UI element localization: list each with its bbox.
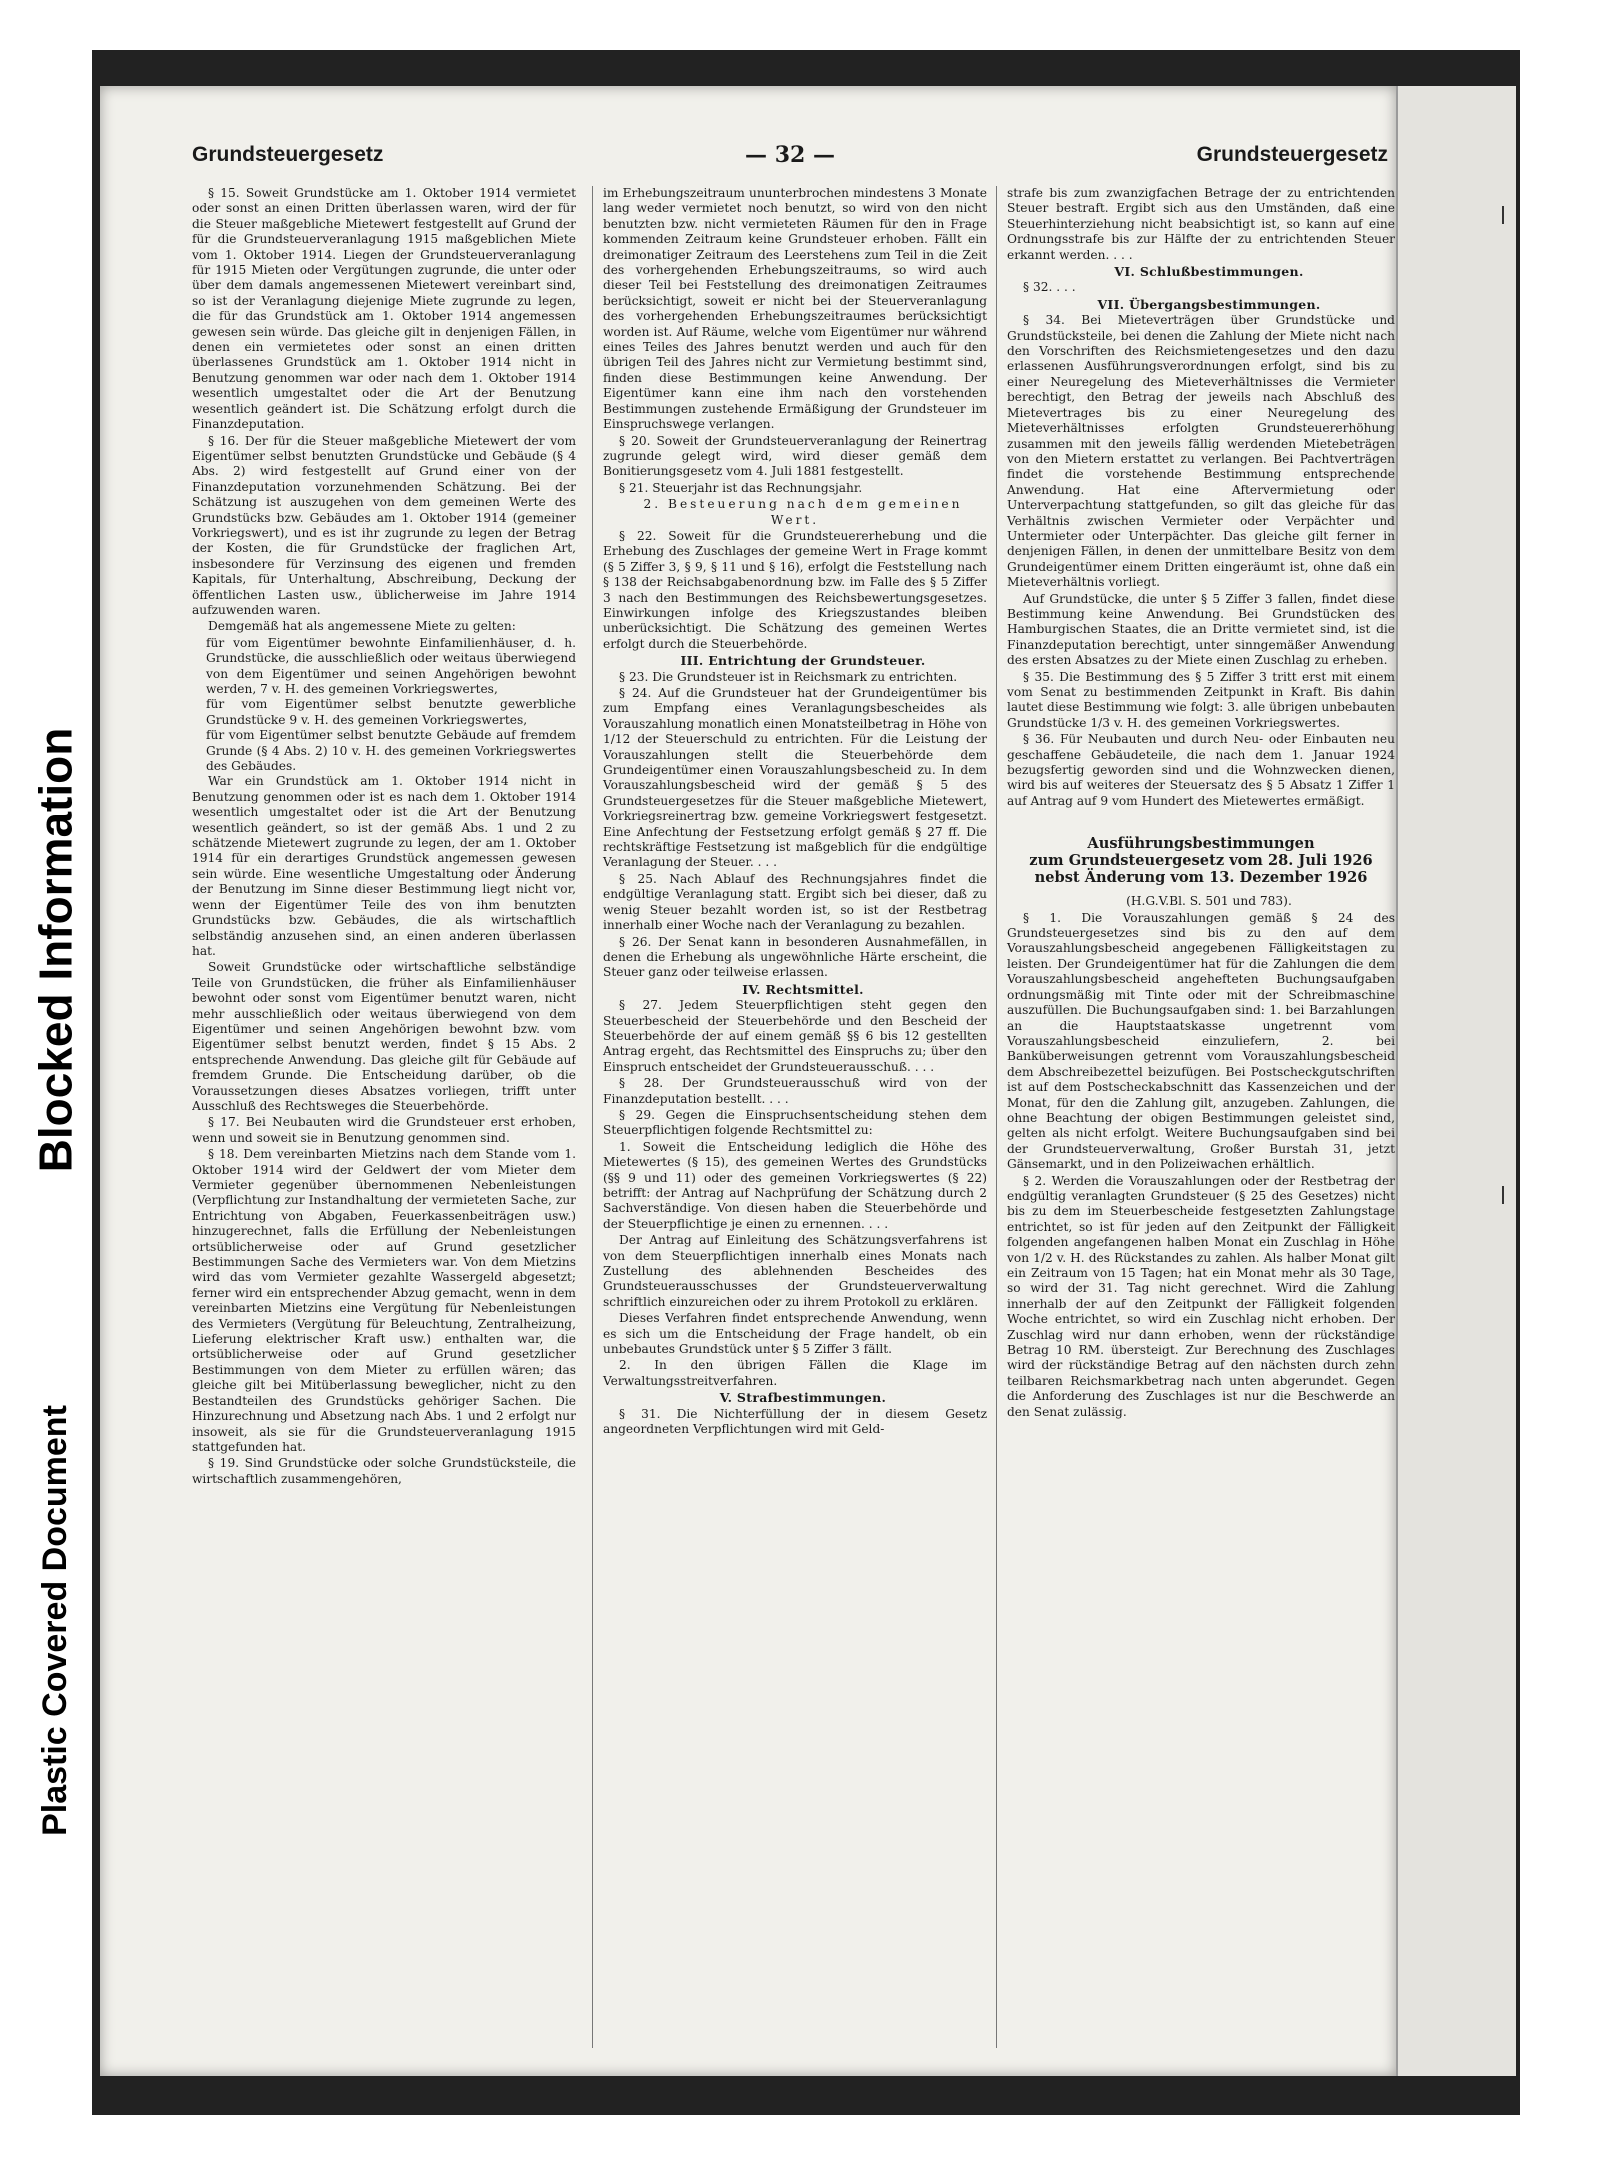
subsection-heading: 2. Besteuerung nach dem gemeinen Wert. [643, 497, 963, 527]
paragraph-15: § 15. Soweit Grundstücke am 1. Oktober 1914 vermietet oder sonst an einen Dritten überlassen waren, wird der für die Steuer maßgebliche Mietewert festgestellt auf Grund der für die Grundsteuerveranlagung 1915 maßgeblichen Miete vom 1. Oktober 1914. Liegen der Grundsteuerveranlagung für 1915 Mieten oder Vergütungen zugrunde, die unter oder über dem damals angemessenen Mietewert vereinbart sind, so ist der Veranlagung diejenige Miete zugrunde zu legen, die für das Grundstück am 1. Oktober 1914 angemessen gewesen sein würde. Das gleiche gilt in denjenigen Fällen, in denen ein vermietetes oder sonst an einen dritten überlassenes Grundstück am 1. Oktober 1914 nicht in Benutzung genommen war oder nach dem 1. Oktober 1914 wesentlich umgestaltet oder die Art der Benutzung wesentlich geändert ist. Die Schätzung erfolgt durch die Finanzdeputation. [192, 186, 576, 432]
paragraph-18: § 18. Dem vereinbarten Mietzins nach dem Stande vom 1. Oktober 1914 wird der Geldwert der vom Mieter dem Vermieter gegenüber übernommenen Nebenleistungen (Verpflichtung zur Instandhaltung der vermieteten Sache, zur Entrichtung von Abgaben, Feuerkassenbeiträgen usw.) hinzugerechnet, falls die Erfüllung der Nebenleistungen ortsüblicherweise oder auf Grund gesetzlicher Bestimmungen Sache des Vermieters war. Von dem Mietzins wird das vom Vermieter gezahlte Wassergeld abgesetzt; ferner wird ein entsprechender Abzug gemacht, wenn in dem vereinbarten Mietzins eine Vergütung für Nebenleistungen des Vermieters (Vergütung für Beleuchtung, Zentralheizung, Lieferung elektrischer Kraft usw.) enthalten war, die ortsüblicherweise oder auf Grund gesetzlicher Bestimmungen von dem Mieter zu erfüllen wären; das gleiche gilt bei Mitüberlassung beweglicher, nicht zu den Bestandteilen des Grundstücks gehöriger Sachen. Die Hinzurechnung und Absetzung nach Abs. 1 und 2 erfolgt nur insoweit, als sie für die Grundsteuerveranlagung 1915 stattgefunden hat. [192, 1147, 576, 1454]
regulation-paragraph-1: § 1. Die Vorauszahlungen gemäß § 24 des Grundsteuergesetzes sind bis zu den auf dem Vorauszahlungsbescheid angegebenen Fälligkeitstagen zu leisten. Der Grundeigentümer hat für die Zahlungen die dem Vorauszahlungsbescheid angehefteten Buchungsaufgaben ordnungsmäßig mit Tinte oder mit der Schreibmaschine auszufüllen. Die Buchungsaufgaben sind: 1. bei Barzahlungen an die Hauptstaatskasse ungetrennt vom Vorauszahlungsbescheid einzuliefern, 2. bei Banküberweisungen getrennt vom Vorauszahlungsbescheid dem Abschreibezettel beizufügen. Bei Postscheckgutschriften ist auf dem Postscheckabschnitt das Kassenzeichen und der Monat, für den die Zahlung gilt, anzugeben. Zahlungen, die ohne Beachtung der obigen Bestimmungen geleistet sind, gelten als nicht erfolgt. Weitere Buchungsaufgaben sind bei der Grundsteuerverwaltung, Großer Burstah 31, jetzt Gänsemarkt, und in den Polizeiwachen erhältlich. [1007, 910, 1395, 1172]
paragraph: War ein Grundstück am 1. Oktober 1914 nicht in Benutzung genommen oder ist es nach dem 1. Oktober 1914 wesentlich umgestaltet oder ist die Art der Benutzung wesentlich geändert, so ist der gemäß Abs. 1 und 2 zu schätzende Mietewert zugrunde zu legen, der am 1. Oktober 1914 für ein derartiges Grundstück angemessen gewesen sein würde. Eine wesentliche Umgestaltung oder Änderung der Benutzung im Sinne dieser Bestimmung liegt nicht vor, wenn der Eigentümer Teile des von ihm benutzten Grundstücks bzw. Gebäudes, die als wirtschaftlich selbständig anzusehen sind, an einen anderen überlassen hat. [192, 774, 576, 958]
list-item: für vom Eigentümer selbst benutzte gewerbliche Grundstücke 9 v. H. des gemeinen Vorkriegswertes, [206, 697, 576, 727]
document-page [100, 86, 1396, 2076]
paragraph-35: § 35. Die Bestimmung des § 5 Ziffer 3 tritt erst mit einem vom Senat zu bestimmenden Zeitpunkt in Kraft. Bis dahin lautet diese Bestimmung wie folgt: 3. alle übrigen unbebauten Grundstücke 1/3 v. H. des gemeinen Vorkriegswertes. [1007, 669, 1395, 730]
list-item: für vom Eigentümer selbst benutzte Gebäude auf fremdem Grunde (§ 4 Abs. 2) 10 v. H. des gemeinen Vorkriegswertes des Gebäudes. [206, 728, 576, 774]
page-edge [1396, 86, 1516, 2076]
paragraph-16: § 16. Der für die Steuer maßgebliche Mietewert der vom Eigentümer selbst benutzten Grundstücke und Gebäude (§ 4 Abs. 2) wird festgestellt auf Grund einer von der Finanzdeputation vorzunehmenden Schätzung. Bei der Schätzung ist auszugehen von dem gemeinen Werte des Grundstücks bzw. Gebäudes am 1. Oktober 1914 (gemeiner Vorkriegswert), und es ist ihr zugrunde zu legen der Betrag der Kosten, die für Grundstücke der fraglichen Art, insbesondere für Verzinsung des eigenen und fremden Kapitals, für Unterhaltung, Abschreibung, Deckung der öffentlichen Lasten usw., üblicherweise im Jahre 1914 aufzuwenden waren. [192, 433, 576, 617]
paragraph-19: § 19. Sind Grundstücke oder solche Grundstücksteile, die wirtschaftlich zusammengehören, [192, 1456, 576, 1486]
paragraph: Der Antrag auf Einleitung des Schätzungsverfahrens ist von dem Steuerpflichtigen innerhalb eines Monats nach Zustellung des ablehnenden Bescheides des Grundsteuerausschusses der Grundsteuerverwaltung schriftlich einzureichen oder zu ihrem Protokoll zu erklären. [603, 1233, 987, 1309]
paragraph: Soweit Grundstücke oder wirtschaftliche selbständige Teile von Grundstücken, die früher als Einfamilienhäuser bewohnt oder sonst vom Eigentümer benutzt waren, nicht mehr ausschließlich oder weitaus überwiegend von dem Eigentümer und seinen Angehörigen bewohnt bzw. vom Eigentümer selbst benutzt werden, findet § 15 Abs. 2 entsprechende Anwendung. Das gleiche gilt für Gebäude auf fremdem Grunde. Die Entscheidung darüber, ob die Voraussetzungen dieses Absatzes vorliegen, trifft unter Ausschluß des Rechtsweges die Steuerbehörde. [192, 960, 576, 1113]
edge-mark [1502, 1186, 1504, 1204]
paragraph-36: § 36. Für Neubauten und durch Neu- oder Einbauten neu geschaffene Gebäudeteile, die nach dem 1. Januar 1924 bezugsfertig geworden sind und die Wohnzwecken dienen, wird bis auf weiteres der Steuersatz des § 5 Absatz 1 Ziffer 1 auf Antrag auf 9 vom Hundert des Mietewertes ermäßigt. [1007, 732, 1395, 808]
paragraph-17: § 17. Bei Neubauten wird die Grundsteuer erst erhoben, wenn und soweit sie in Benutzung genommen sind. [192, 1115, 576, 1145]
rate-list [192, 636, 576, 775]
paragraph-25: § 25. Nach Ablauf des Rechnungsjahres findet die endgültige Veranlagung statt. Ergibt sich bei dieser, daß zu wenig Steuer bezahlt worden ist, so ist der Restbetrag innerhalb einer Woche nach der Veranlagung zu bezahlen. [603, 871, 987, 933]
column-left [192, 186, 576, 2048]
paragraph: Demgemäß hat als angemessene Miete zu gelten: [208, 619, 516, 634]
blocked-information-label: Blocked Information [29, 727, 81, 1173]
plastic-covered-label: Plastic Covered Document [35, 1404, 74, 1836]
column-middle [592, 186, 987, 2048]
paragraph: Auf Grundstücke, die unter § 5 Ziffer 3 fallen, findet diese Bestimmung keine Anwendung. Bei Grundstücken des Hamburgischen Staates, die an Dritte vermietet sind, ist die Finanzdeputation berechtigt, unter sinngemäßer Anwendung des ersten Absatzes zu der Miete einen Zuschlag zu erheben. [1007, 591, 1395, 668]
paragraph-20: § 20. Soweit der Grundsteuerveranlagung der Reinertrag zugrunde gelegt wird, wird dieser gemäß dem Bonitierungsgesetz vom 4. Juli 1881 festgestellt. [603, 433, 987, 479]
paragraph: strafe bis zum zwanzigfachen Betrage der zu entrichtenden Steuer bestraft. Ergibt sich aus den Umständen, daß eine Steuerhinterziehung nicht beabsichtigt ist, so kann auf eine Ordnungsstrafe bis zur Hälfte der zu entrichtenden Steuer erkannt werden. . . . [1007, 186, 1395, 262]
paragraph-26: § 26. Der Senat kann in besonderen Ausnahmefällen, in denen die Erhebung als ungewöhnliche Härte erscheint, die Steuer ganz oder teilweise erlassen. [603, 934, 987, 980]
page-number: — 32 — [745, 142, 835, 168]
paragraph-22: § 22. Soweit für die Grundsteuererhebung und die Erhebung des Zuschlages der gemeine Wert in Frage kommt (§ 5 Ziffer 3, § 9, § 11 und § 16), erfolgt die Feststellung nach § 138 der Reichsabgabenordnung bzw. im Falle des § 5 Ziffer 3 nach den Bestimmungen des Reichsbewertungsgesetzes. Einwirkungen infolge des Kriegszustandes bleiben unberücksichtigt. Die Schätzung des gemeinen Wertes erfolgt durch die Steuerbehörde. [603, 528, 987, 651]
list-item: für vom Eigentümer bewohnte Einfamilienhäuser, d. h. Grundstücke, die ausschließlich oder weitaus überwiegend von dem Eigentümer und seinen Angehörigen bewohnt werden, 7 v. H. des gemeinen Vorkriegswertes, [206, 635, 576, 696]
column-right [996, 186, 1395, 2048]
regulations-title: Ausführungsbestimmungen zum Grundsteuergesetz vom 28. Juli 1926 nebst Änderung vom 13. Dezember 1926 [1029, 835, 1373, 887]
section-heading-vi: VI. Schlußbestimmungen. [1114, 264, 1304, 280]
paragraph-28: § 28. Der Grundsteuerausschuß wird von der Finanzdeputation bestellt. . . . [603, 1076, 987, 1106]
paragraph: 1. Soweit die Entscheidung lediglich die Höhe des Mietewertes (§ 15), des gemeinen Wertes des Grundstücks (§§ 9 und 11) oder des gemeinen Vorkriegswertes (§ 22) betrifft: der Antrag auf Nachprüfung der Schätzung durch 2 Sachverständige. Von diesen haben die Steuerbehörde und der Steuerpflichtige je einen zu ernennen. . . . [603, 1139, 987, 1231]
section-heading-vii: VII. Übergangsbestimmungen. [1097, 296, 1321, 312]
paragraph-31: § 31. Die Nichterfüllung der in diesem Gesetz angeordneten Verpflichtungen wird mit Geld- [603, 1406, 987, 1437]
paragraph-27: § 27. Jedem Steuerpflichtigen steht gegen den Steuerbescheid der Steuerbehörde und den Bescheid der Steuerbehörde der auf einem gemäß §§ 6 bis 12 gestellten Antrag ergeht, das Rechtsmittel des Einspruchs zu; über den Einspruch entscheidet der Grundsteuerausschuß. . . . [603, 998, 987, 1074]
paragraph-21: § 21. Steuerjahr ist das Rechnungsjahr. [619, 480, 863, 495]
page-header [192, 138, 1388, 172]
paragraph: 2. In den übrigen Fällen die Klage im Verwaltungsstreitverfahren. [603, 1358, 987, 1388]
paragraph-23: § 23. Die Grundsteuer ist in Reichsmark zu entrichten. [619, 669, 958, 684]
section-heading-iii: III. Entrichtung der Grundsteuer. [680, 653, 926, 669]
paragraph-24: § 24. Auf die Grundsteuer hat der Grundeigentümer bis zum Empfang eines Veranlagungsbescheides als Vorauszahlung monatlich einen Monatsteilbetrag in Höhe von 1/12 der Steuerschuld zu entrichten. Für die Leistung der Vorauszahlungen stellt die Steuerbehörde dem Grundeigentümer einen Vorauszahlungsbescheid zu. In dem Vorauszahlungsbescheid wird der gemäß § 5 des Grundsteuergesetzes für die Steuer maßgebliche Mietewert, Vorkriegsreinertrag bzw. gemeine Vorkriegswert festgesetzt. Eine Anfechtung der Festsetzung erfolgt gemäß § 27 ff. Die rechtskräftige Festsetzung ist maßgeblich für die endgültige Veranlagung der Steuer. . . . [603, 686, 987, 870]
section-heading-iv: IV. Rechtsmittel. [742, 981, 864, 997]
paragraph: im Erhebungszeitraum ununterbrochen mindestens 3 Monate lang weder vermietet noch benutzt, so wird von den nicht benutzten bzw. nicht vermieteten Räumen für den in Frage kommenden Zeitraum keine Grundsteuer erhoben. Fällt ein dreimonatiger Zeitraum des Leerstehens zum Teil in die Zeit des vorhergehenden Erhebungszeitraums, so wird auch dieser Teil bei Feststellung des dreimonatigen Zeitraumes berücksichtigt, soweit er nicht bei der Steuerveranlagung des vorhergehenden Erhebungszeitraumes berücksichtigt worden ist. Auf Räume, welche vom Eigentümer nur während eines Teiles des Jahres benutzt werden und auch für den übrigen Teil des Jahres nicht zur Vermietung bestimmt sind, finden diese Bestimmungen keine Anwendung. Der Eigentümer kann eine ihm nach den vorstehenden Bestimmungen zustehende Ermäßigung der Grundsteuer im Einspruchswege verlangen. [603, 186, 987, 432]
header-left-title: Grundsteuergesetz [192, 143, 384, 166]
paragraph-32: § 32. . . . [1023, 280, 1076, 295]
paragraph: Dieses Verfahren findet entsprechende Anwendung, wenn es sich um die Entscheidung der Frage handelt, ob ein unbebautes Grundstück unter § 5 Ziffer 3 fällt. [603, 1311, 987, 1357]
section-heading-v: V. Strafbestimmungen. [719, 1390, 887, 1406]
paragraph-29: § 29. Gegen die Einspruchsentscheidung stehen dem Steuerpflichtigen folgende Rechtsmittel zu: [603, 1107, 987, 1138]
gazette-reference: (H.G.V.Bl. S. 501 und 783). [1126, 894, 1292, 909]
regulation-paragraph-2: § 2. Werden die Vorauszahlungen oder der Restbetrag der endgültig veranlagten Grundsteuer (§ 25 des Gesetzes) nicht bis zu dem im Steuerbescheide festgesetzten Zahlungstage entrichtet, so ist für jeden auf den Zeitpunkt der Fälligkeit folgenden angefangenen halben Monat ein Zuschlag in Höhe von 1/2 v. H. des Rückstandes zu zahlen. Als halber Monat gilt ein Zeitraum von 15 Tagen; hat ein Monat mehr als 30 Tage, so wird der 31. Tag nicht gerechnet. Wird die Zahlung innerhalb der auf den Zeitpunkt der Fälligkeit folgenden Woche entrichtet, so wird ein Zuschlag nicht erhoben. Der Zuschlag wird nur dann erhoben, wenn der rückständige Betrag 10 RM. übersteigt. Zur Berechnung des Zuschlages wird der rückständige Betrag auf den nächsten durch zehn teilbaren Reichsmarkbetrag nach unten abgerundet. Gegen die Anforderung des Zuschlages ist nur die Beschwerde an den Senat zulässig. [1007, 1173, 1395, 1419]
header-right-title: Grundsteuergesetz [1196, 143, 1388, 166]
edge-mark [1502, 206, 1504, 224]
paragraph-34: § 34. Bei Mieteverträgen über Grundstücke und Grundstücksteile, bei denen die Zahlung der Miete nicht nach den Vorschriften des Reichsmietengesetzes und den dazu erlassenen Ausführungsverordnungen erfolgt, sind bis zu einer Neuregelung des Mieteverhältnisses die Vermieter berechtigt, den Betrag der jeweils nach Abschluß des Mietevertrages bis zu einer Neuregelung des Mieteverhältnisses erfolgten Grundsteuererhöhung zusammen mit den jeweils fällig werdenden Mietebeträgen von den Mietern erstattet zu verlangen. Bei Pachtverträgen findet die vorstehende Bestimmung entsprechende Anwendung. Hat eine Aftervermietung oder Unterverpachtung stattgefunden, so gilt das gleiche für das Verhältnis zwischen Vermieter oder Verpächter und Untermieter oder Unterpächter. Das gleiche gilt ferner in denjenigen Fällen, in denen der unmittelbare Besitz von dem Grundeigentümer einem Dritten eingeräumt ist, ohne daß ein Mieteverhältnis vorliegt. [1007, 313, 1395, 590]
